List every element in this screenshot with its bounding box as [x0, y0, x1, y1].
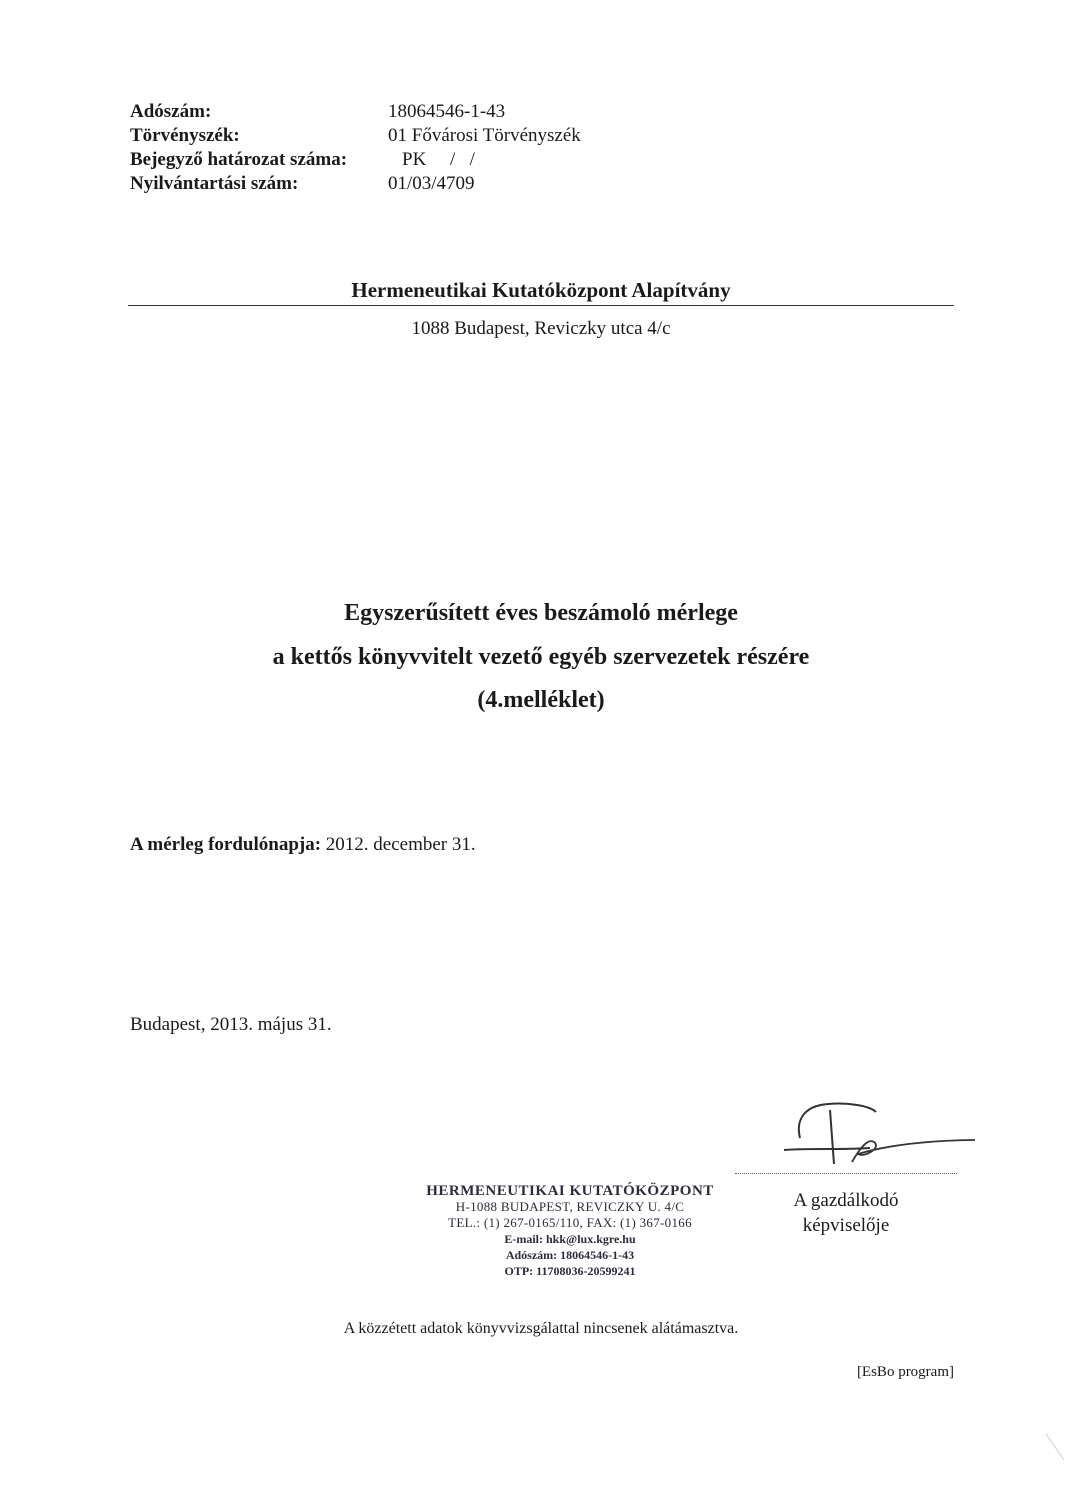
organization-address: 1088 Budapest, Reviczky utca 4/c: [411, 318, 671, 339]
stamp-bank-account: OTP: 11708036-20599241: [504, 1264, 636, 1278]
stamp-email: E-mail: hkk@lux.kgre.hu: [504, 1232, 636, 1246]
program-tag: [EsBo program]: [856, 1364, 954, 1380]
record-number-value: 01/03/4709: [388, 173, 475, 194]
document-title-line-1: Egyszerűsített éves beszámoló mérlege: [344, 600, 738, 626]
document-title-line-3: (4.melléklet): [477, 687, 605, 713]
organization-name: Hermeneutikai Kutatóközpont Alapítvány: [351, 278, 731, 302]
signature-line: [735, 1173, 957, 1174]
registration-decision-value: PK / /: [402, 149, 475, 170]
balance-date-label: A mérleg fordulónapja:: [130, 834, 322, 855]
scan-artifact-mark: [1042, 1430, 1072, 1470]
court-label: Törvényszék:: [130, 125, 240, 146]
company-stamp: [405, 1183, 735, 1279]
balance-date-value: 2012. december 31.: [325, 834, 476, 855]
registration-decision-label: Bejegyző határozat száma:: [130, 149, 348, 170]
stamp-phone-fax: TEL.: (1) 267-0165/110, FAX: (1) 367-0166: [448, 1215, 692, 1230]
handwritten-signature: [770, 1098, 980, 1170]
tax-number-label: Adószám:: [130, 101, 212, 122]
stamp-tax-number: Adószám: 18064546-1-43: [505, 1248, 635, 1262]
signature-caption: [735, 1188, 957, 1238]
place-and-date: Budapest, 2013. május 31.: [130, 1014, 332, 1035]
stamp-address: H-1088 BUDAPEST, REVICZKY U. 4/C: [455, 1199, 685, 1214]
tax-number-value: 18064546-1-43: [388, 101, 506, 122]
document-title-line-2: a kettős könyvvitelt vezető egyéb szervezetek részére: [272, 644, 810, 670]
organization-divider: [128, 305, 954, 306]
signature-caption-line-2: képviselője: [802, 1215, 890, 1236]
court-value: 01 Fővárosi Törvényszék: [388, 125, 581, 146]
audit-footnote: A közzétett adatok könyvvizsgálattal nincsenek alátámasztva.: [343, 1320, 739, 1337]
stamp-company-name: HERMENEUTIKAI KUTATÓKÖZPONT: [426, 1183, 714, 1199]
balance-date-line: [130, 834, 476, 856]
signature-caption-line-1: A gazdálkodó: [793, 1190, 899, 1211]
record-number-label: Nyilvántartási szám:: [130, 173, 299, 194]
